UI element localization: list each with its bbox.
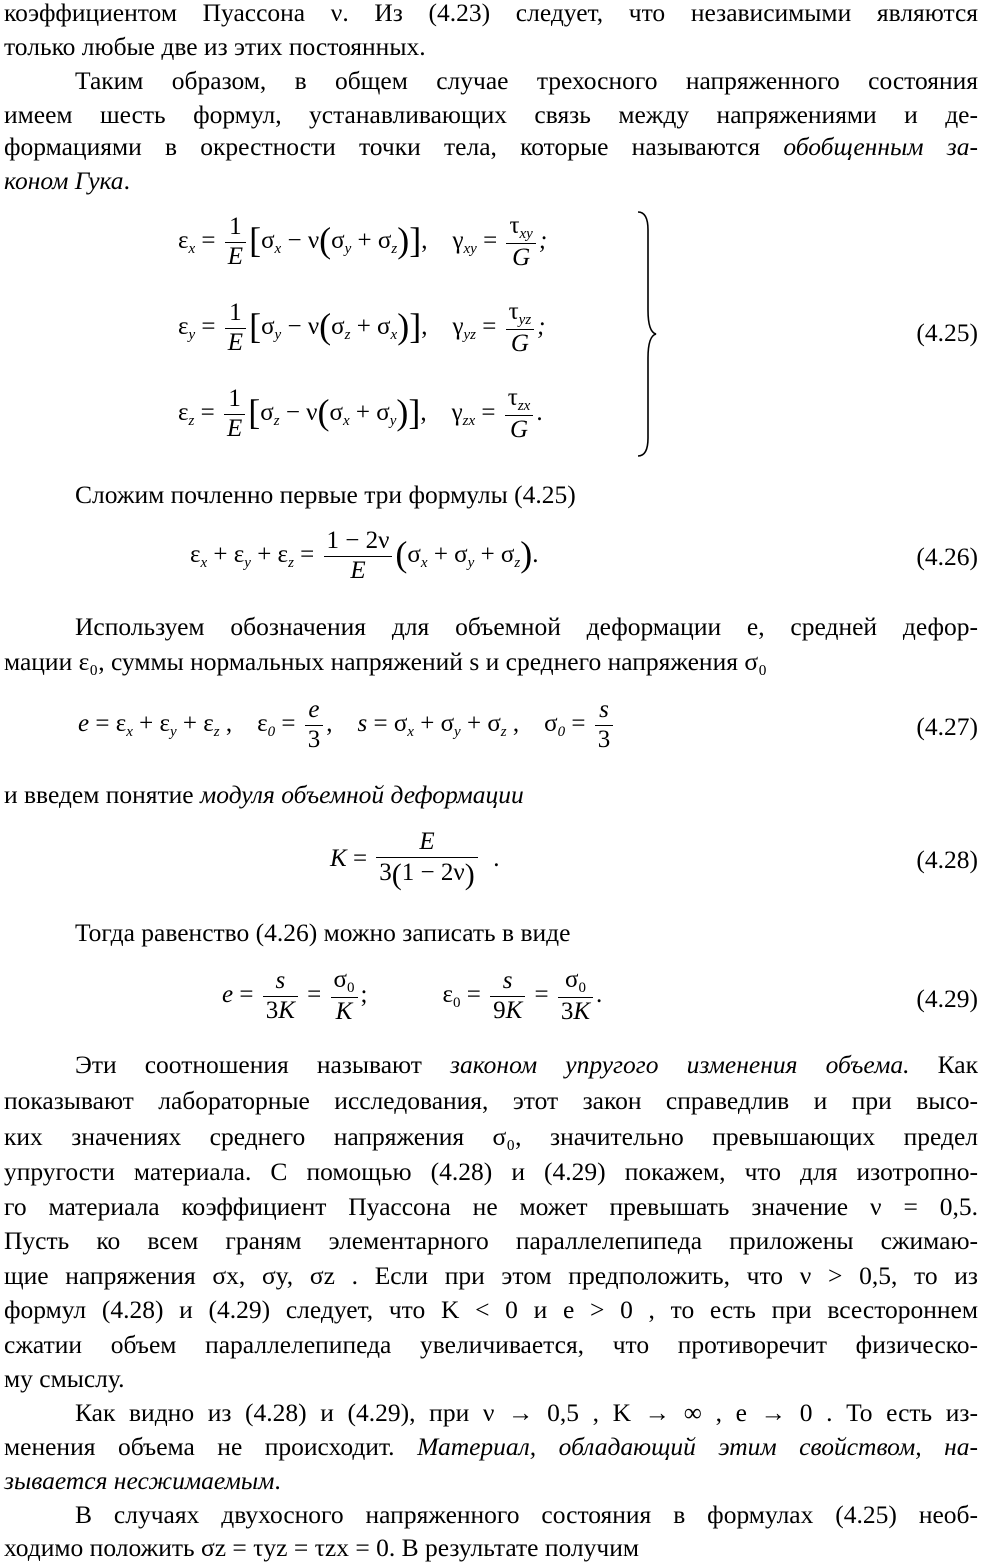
equation-number: (4.28) <box>916 845 978 874</box>
equation-number: (4.26) <box>916 542 978 571</box>
text-line: упругости материала. С помощью (4.28) и (4.29) покажем, что для изотропно- <box>4 1157 978 1186</box>
equation-4-26: $\varepsilon_x + \varepsilon_y + \varepsilon_z$ = $\frac{1 - 2\nu}{E}$ $(\sigma_x + \sigma_y + \sigma_z)$. <box>190 527 539 584</box>
text-line: Как видно из (4.28) и (4.29), при ν → 0,5 , K → ∞ , e → 0 . То есть из- <box>75 1398 978 1427</box>
text-line: щие напряжения σx, σy, σz . Если при этом предположить, что ν > 0,5, то из <box>4 1261 978 1290</box>
equation-number: (4.27) <box>916 712 978 741</box>
text-line: Таким образом, в общем случае трехосного напряженного состояния <box>75 66 978 95</box>
text-line: имеем шесть формул, устанавливающих связь между напряжениями и де- <box>4 100 978 129</box>
equation-4-29: e = $\frac{s}{3K}$ = $\frac{\sigma_0}{K}$ ; $\varepsilon_0$ = $\frac{s}{9K}$ = $\frac{\sigma_0}{3K}$ . <box>222 966 603 1026</box>
text-line: мации ε₀, суммы нормальных напряжений s и среднего напряжения σ₀ <box>4 647 767 676</box>
equation-number: (4.29) <box>916 984 978 1013</box>
equation-4-25-row1: $\varepsilon_x$ = $\frac{1}{E}$ $[\sigma_x - \nu(\sigma_y + \sigma_z)]$, $\gamma_{xy}$ = $\frac{\tau_{xy}}{G}$ ; <box>178 212 548 272</box>
text-line: только любые две из этих постоянных. <box>4 32 426 61</box>
right-brace <box>600 210 660 460</box>
text-line: му смыслу. <box>4 1364 125 1393</box>
text-line: и введем понятие модуля объемной деформации <box>4 780 524 809</box>
text-line: коном Гука. <box>4 166 130 195</box>
text-line: формациями в окрестности точки тела, которые называются обобщенным за- <box>4 132 978 161</box>
text-line: ких значениях среднего напряжения σ₀, значительно превышающих предел <box>4 1122 978 1151</box>
text-line: ходимо положить σz = τyz = τzx = 0. В результате получим <box>4 1533 639 1562</box>
text-line: зывается несжимаемым. <box>4 1466 281 1495</box>
equation-4-28: K = $\frac{E}{3(1 - 2\nu)}$ . <box>330 828 500 891</box>
text-line: Пусть ко всем граням элементарного параллелепипеда приложены сжимаю- <box>4 1226 978 1255</box>
text-line: Эти соотношения называют законом упругого изменения объема. Как <box>75 1050 978 1079</box>
text-line: менения объема не происходит. Материал, обладающий этим свойством, на- <box>4 1432 978 1461</box>
equation-4-27: $e = \varepsilon_x + \varepsilon_y + \varepsilon_z$ , $\varepsilon_0$ = $\frac{e}{3}$ , $s = \sigma_x + \sigma_y + \sigma_z$ , $\sigma_0$ = $\frac{s}{3}$ <box>78 696 616 755</box>
text-line: сжатии объем параллелепипеда увеличивается, что противоречит физическо- <box>4 1330 978 1359</box>
text-line: формул (4.28) и (4.29) следует, что K < 0 и e > 0 , то есть при всестороннем <box>4 1295 978 1324</box>
equation-number: (4.25) <box>916 318 978 347</box>
equation-4-25-row2: $\varepsilon_y$ = $\frac{1}{E}$ $[\sigma_y - \nu(\sigma_z + \sigma_x)]$, $\gamma_{yz}$ = $\frac{\tau_{yz}}{G}$ ; <box>178 298 546 358</box>
text-line: В случаях двухосного напряженного состояния в формулах (4.25) необ- <box>75 1500 978 1529</box>
equation-4-25-row3: $\varepsilon_z$ = $\frac{1}{E}$ $[\sigma_z - \nu(\sigma_x + \sigma_y)]$, $\gamma_{zx}$ = $\frac{\tau_{zx}}{G}$ . <box>178 384 543 444</box>
text-line: Используем обозначения для объемной деформации e, средней дефор- <box>75 612 978 641</box>
text-line: Сложим почленно первые три формулы (4.25) <box>75 480 576 509</box>
text-line: го материала коэффициент Пуассона не может превышать значение ν = 0,5. <box>4 1192 978 1221</box>
text-line: Тогда равенство (4.26) можно записать в виде <box>75 918 571 947</box>
text-line: показывают лабораторные исследования, этот закон справедлив и при высо- <box>4 1086 978 1115</box>
text-line: коэффициентом Пуассона ν. Из (4.23) следует, что независимыми являются <box>4 0 978 27</box>
